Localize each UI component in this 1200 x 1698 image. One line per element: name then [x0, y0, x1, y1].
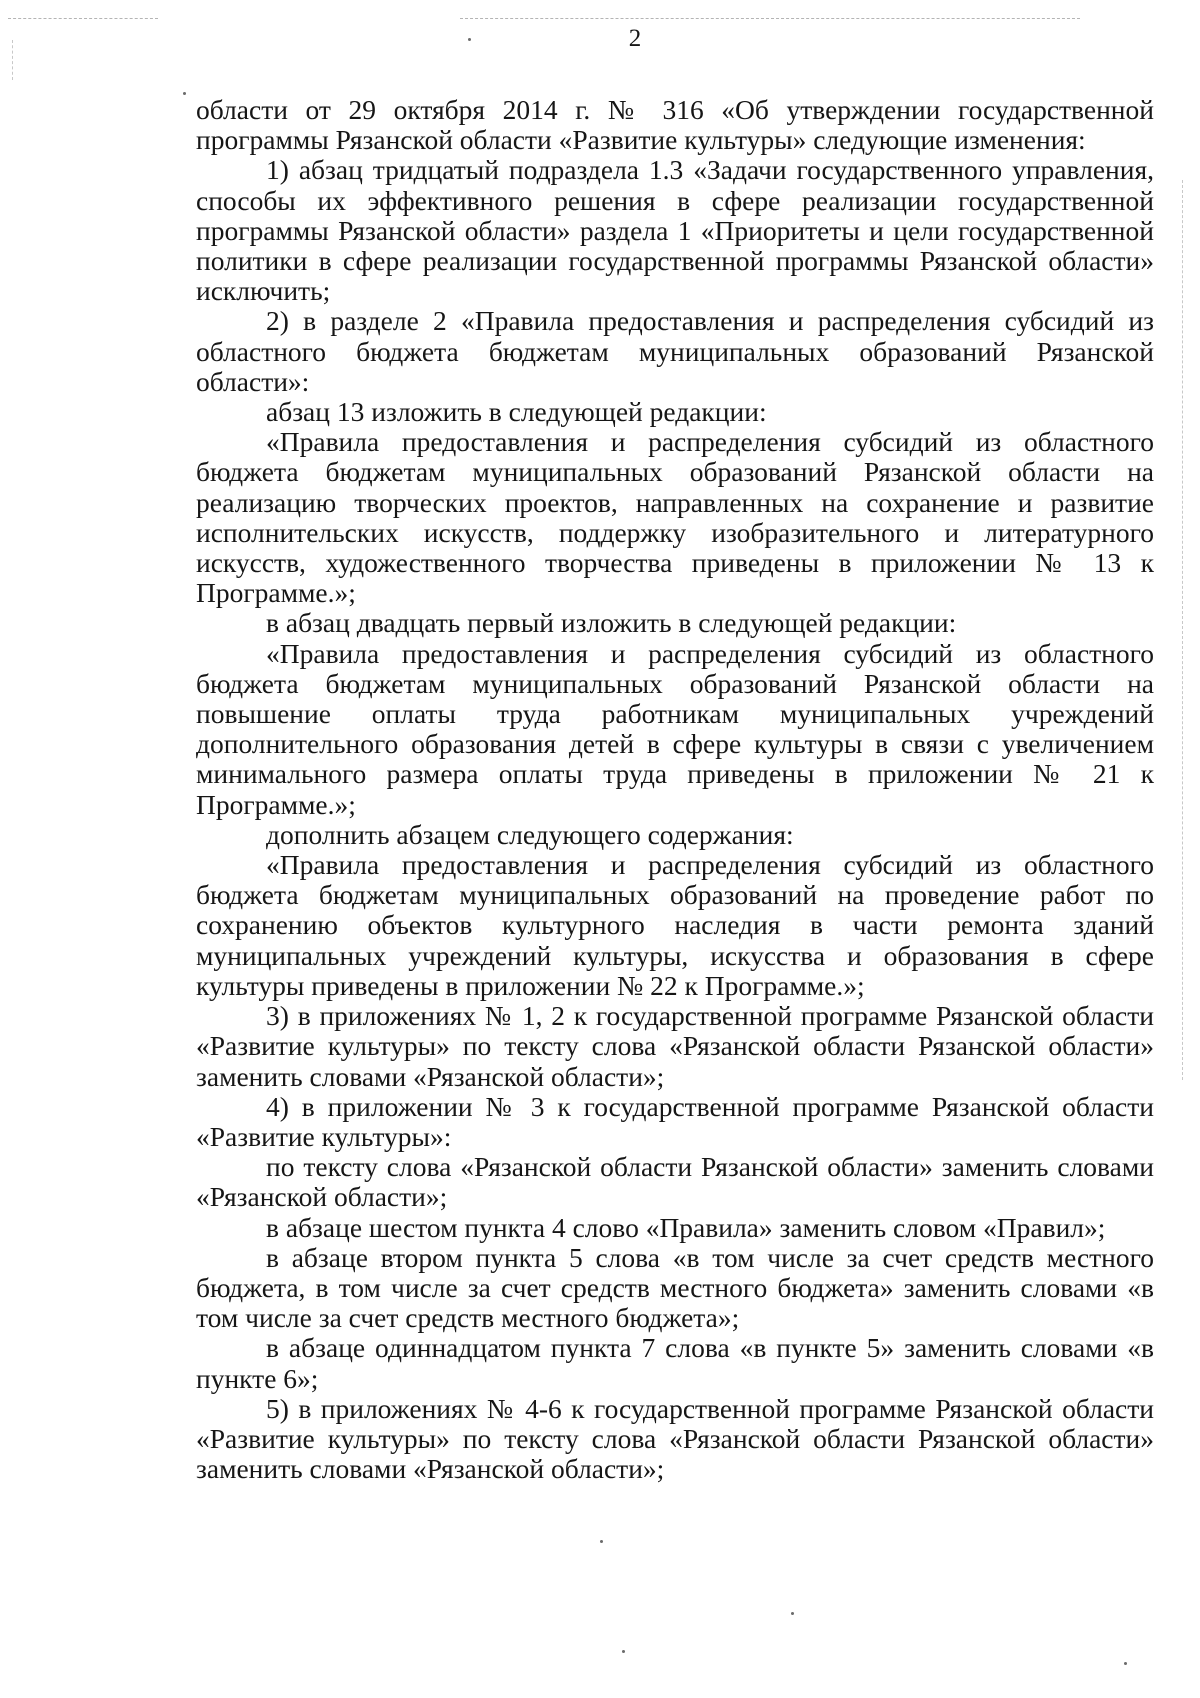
paragraph: 4) в приложении № 3 к государственной программе Рязанской области «Развитие культуры»: — [196, 1090, 1154, 1152]
scan-edge-line — [8, 18, 158, 19]
paragraph: «Правила предоставления и распределения субсидий из областного бюджета бюджетам муниципальных образований Рязанской области на реализацию творческих проектов, направленных на сохранение и развитие исполнительских искусств, поддержку изобразительного и литературного искусств, художественного творчества приведены в приложении № 13 к Программе.»; — [196, 426, 1154, 609]
scan-speck — [791, 1612, 794, 1615]
paragraph: «Правила предоставления и распределения субсидий из областного бюджета бюджетам муниципальных образований на проведение работ по сохранению объектов культурного наследия в части ремонта зданий муниципальных учреждений культуры, искусства и образования в сфере культуры приведены в приложении № 22 к Программе.»; — [196, 849, 1154, 1001]
paragraph: в абзаце шестом пункта 4 слово «Правила» заменить словом «Правил»; — [266, 1211, 1106, 1243]
paragraph: «Правила предоставления и распределения субсидий из областного бюджета бюджетам муниципальных образований Рязанской области на повышение оплаты труда работникам муниципальных учреждений дополнительного образования детей в сфере культуры в связи с увеличением минимального размера оплаты труда приведены в приложении № 21 к Программе.»; — [196, 637, 1154, 820]
document-body — [196, 95, 1154, 1484]
scan-speck — [1124, 1662, 1127, 1665]
page-number: 2 — [628, 25, 642, 52]
paragraph: в абзаце втором пункта 5 слова «в том числе за счет средств местного бюджета, в том числе за счет средств местного бюджета» заменить словами «в том числе за счет средств местного бюджета»; — [196, 1241, 1154, 1334]
paragraph: области от 29 октября 2014 г. № 316 «Об утверждении государственной программы Рязанской области «Развитие культуры» следующие изменения: — [196, 94, 1154, 156]
paragraph: по тексту слова «Рязанской области Рязанской области» заменить словами «Рязанской области»; — [196, 1151, 1154, 1213]
paragraph: в абзац двадцать первый изложить в следующей редакции: — [266, 607, 957, 639]
paragraph: абзац 13 изложить в следующей редакции: — [266, 396, 767, 428]
scan-margin-mark — [1182, 180, 1183, 1080]
paragraph: 2) в разделе 2 «Правила предоставления и распределения субсидий из областного бюджета бюджетам муниципальных образований Рязанской области»: — [196, 305, 1154, 397]
paragraph: в абзаце одиннадцатом пункта 7 слова «в пункте 5» заменить словами «в пункте 6»; — [196, 1332, 1154, 1394]
scan-speck — [600, 1540, 603, 1543]
paragraph: дополнить абзацем следующего содержания: — [266, 818, 794, 850]
paragraph: 5) в приложениях № 4-6 к государственной программе Рязанской области «Развитие культуры» по тексту слова «Рязанской области Рязанской области» заменить словами «Рязанской области»; — [196, 1392, 1154, 1485]
scan-edge-line — [460, 18, 1080, 19]
scan-speck — [183, 92, 186, 95]
paragraph: 1) абзац тридцатый подраздела 1.3 «Задачи государственного управления, способы их эффективного решения в сфере реализации государственной программы Рязанской области» раздела 1 «Приоритеты и цели государственной политики в сфере реализации государственной программы Рязанской области» исключить; — [196, 154, 1154, 307]
paragraph: 3) в приложениях № 1, 2 к государственной программе Рязанской области «Развитие культуры» по тексту слова «Рязанской области Рязанской области» заменить словами «Рязанской области»; — [196, 1000, 1154, 1092]
scan-speck — [622, 1650, 625, 1653]
